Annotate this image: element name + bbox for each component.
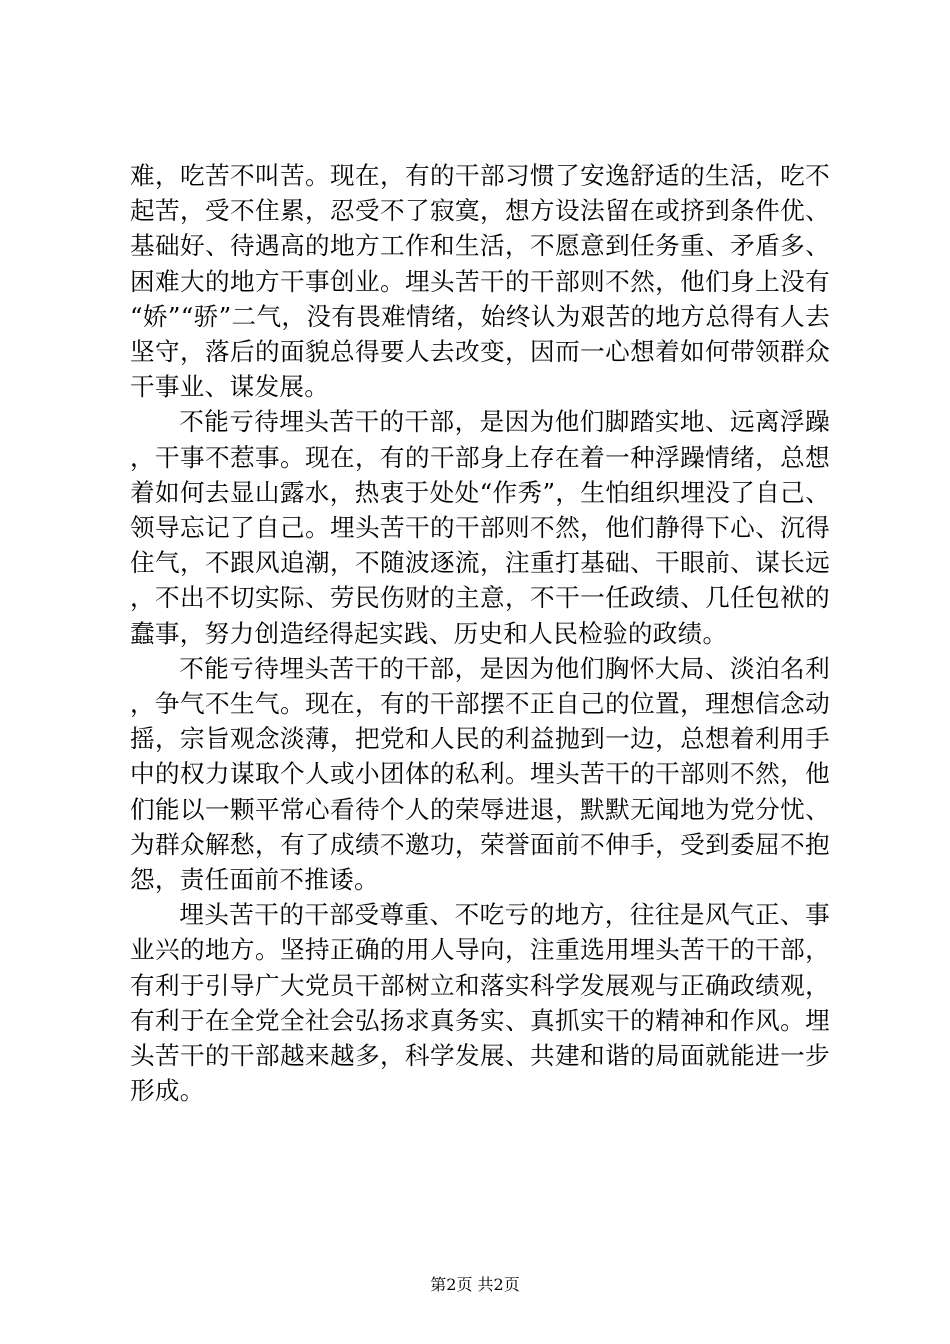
- paragraph-3: 不能亏待埋头苦干的干部，是因为他们胸怀大局、淡泊名利，争气不生气。现在，有的干部摆不正自己的位置，理想信念动摇，宗旨观念淡薄，把党和人民的利益抛到一边，总想着利用手中的权力谋取个人或小团体的私利。埋头苦干的干部则不然，他们能以一颗平常心看待个人的荣辱进退，默默无闻地为党分忧、为群众解愁，有了成绩不邀功，荣誉面前不伸手，受到委屈不抱怨，责任面前不推诿。: [130, 653, 830, 895]
- paragraph-1: 难，吃苦不叫苦。现在，有的干部习惯了安逸舒适的生活，吃不起苦，受不住累，忍受不了寂寞，想方设法留在或挤到条件优、基础好、待遇高的地方工作和生活，不愿意到任务重、矛盾多、困难大的地方干事创业。埋头苦干的干部则不然，他们身上没有“娇”“骄”二气，没有畏难情绪，始终认为艰苦的地方总得有人去坚守，落后的面貌总得要人去改变，因而一心想着如何带领群众干事业、谋发展。: [130, 161, 830, 402]
- paragraph-4: 埋头苦干的干部受尊重、不吃亏的地方，往往是风气正、事业兴的地方。坚持正确的用人导向，注重选用埋头苦干的干部，有利于引导广大党员干部树立和落实科学发展观与正确政绩观，有利于在全党全社会弘扬求真务实、真抓实干的精神和作风。埋头苦干的干部越来越多，科学发展、共建和谐的局面就能进一步形成。: [130, 900, 830, 1106]
- paragraph-2: 不能亏待埋头苦干的干部，是因为他们脚踏实地、远离浮躁，干事不惹事。现在，有的干部身上存在着一种浮躁情绪，总想着如何去显山露水，热衷于处处“作秀”，生怕组织埋没了自己、领导忘记了自己。埋头苦干的干部则不然，他们静得下心、沉得住气，不跟风追潮，不随波逐流，注重打基础、干眼前、谋长远，不出不切实际、劳民伤财的主意，不干一任政绩、几任包袱的蠢事，努力创造经得起实践、历史和人民检验的政绩。: [130, 407, 830, 648]
- document-body: [130, 158, 830, 1108]
- page-number-footer: 第2页 共2页: [430, 1275, 520, 1294]
